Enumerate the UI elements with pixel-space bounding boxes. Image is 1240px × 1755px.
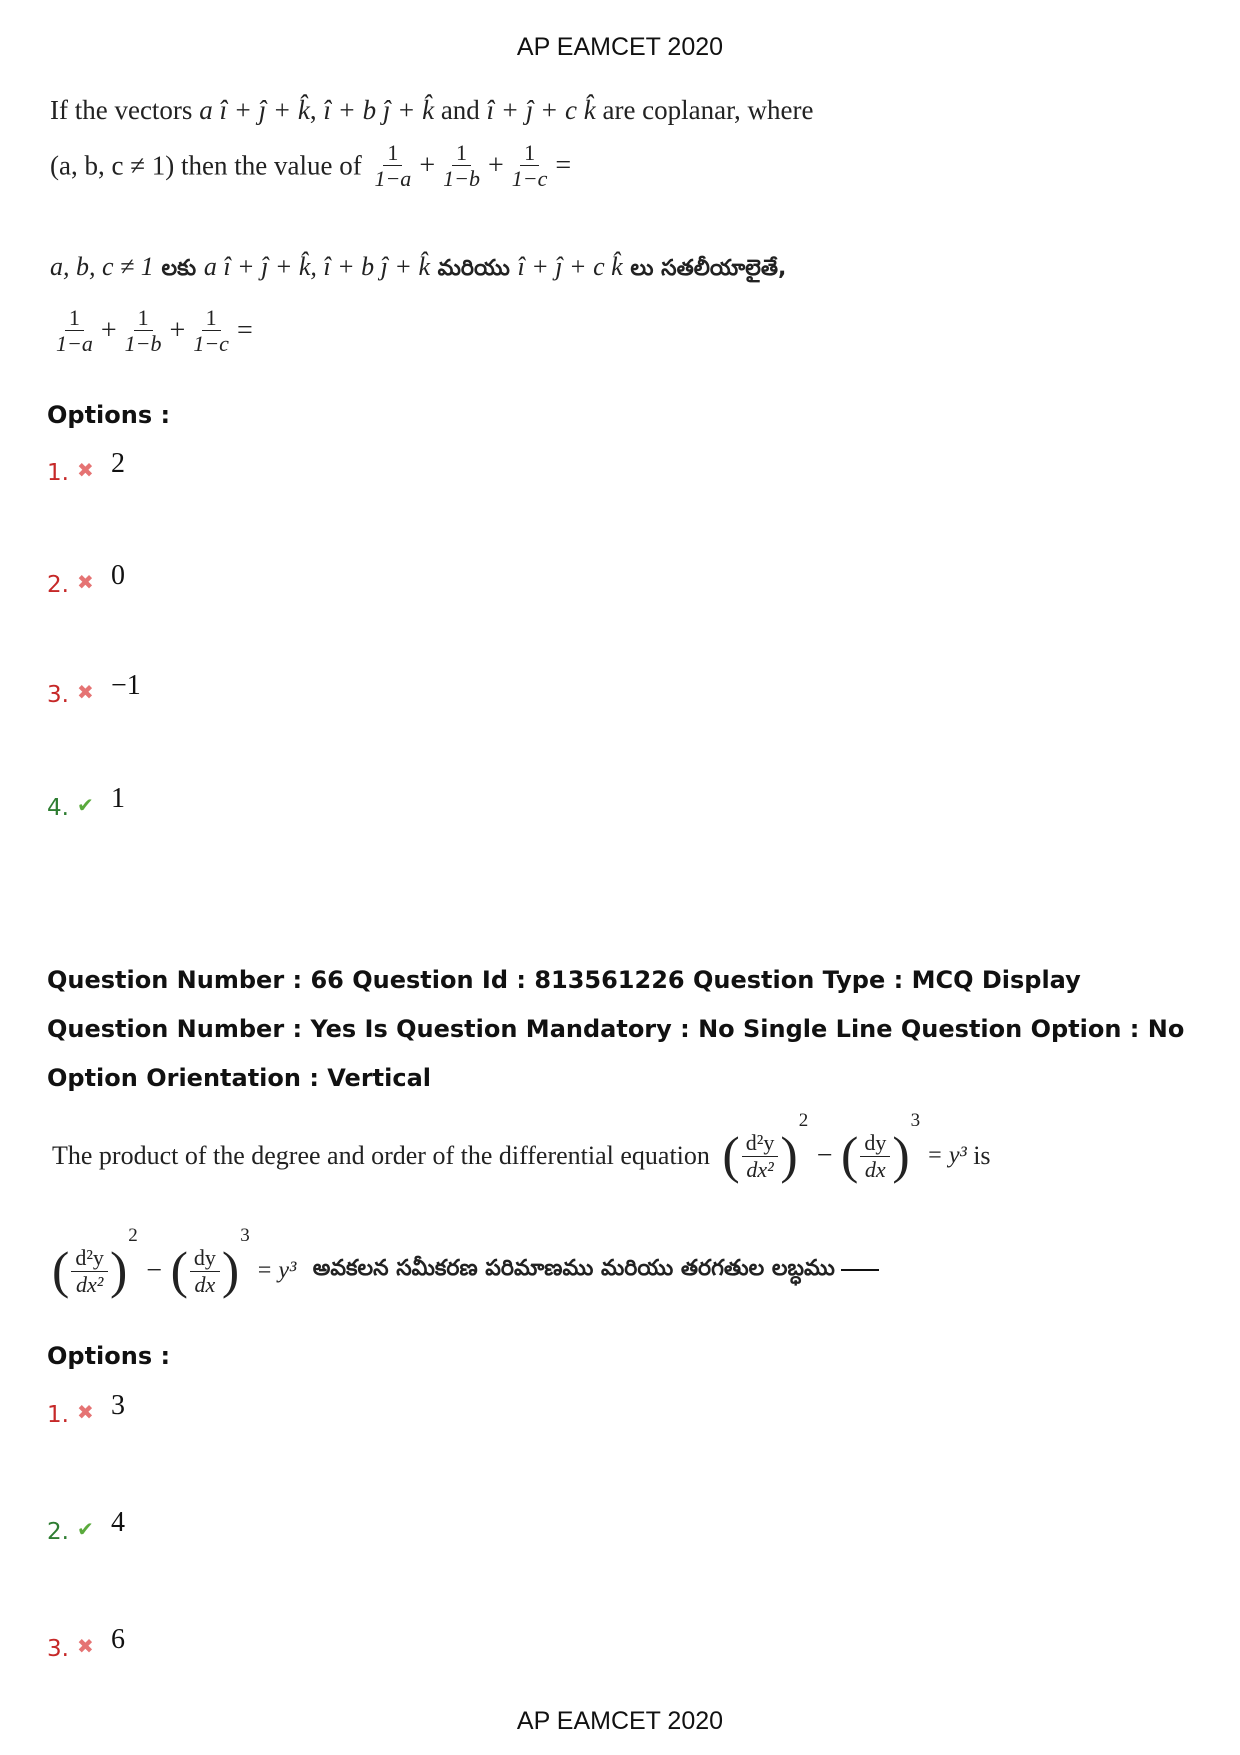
- q1-tel-vector-3: î + ĵ + c k̂: [517, 252, 623, 281]
- cross-icon: ✖: [77, 680, 94, 704]
- q1-text-prefix: If the vectors: [50, 95, 200, 125]
- q1-vector-3: î + ĵ + c k̂: [486, 95, 596, 125]
- q1-tel-word-laku: లకు: [153, 256, 204, 281]
- option-number: 4.: [47, 795, 69, 821]
- option-value: 0: [111, 560, 125, 591]
- q1-tel-fraction-c: $\frac{1}{1-c}$: [193, 305, 229, 357]
- q2-option-1[interactable]: [47, 1390, 125, 1430]
- q1-tel-fraction-b: $\frac{1}{1-b}$: [124, 305, 162, 357]
- q2-english-line: [52, 1110, 991, 1186]
- option-value: 4: [111, 1507, 125, 1538]
- q1-option-2[interactable]: [47, 560, 125, 600]
- option-number: 1.: [47, 460, 69, 486]
- cross-icon: ✖: [77, 1634, 94, 1658]
- option-value: 3: [111, 1390, 125, 1421]
- q2-telugu-line: [52, 1225, 879, 1301]
- q2-tel-equation: ( $\frac{\text{d²y}}{\text{dx²}}$ )$^2$ − ( $\frac{dy}{dx}$ )$^3$ = y³: [52, 1225, 297, 1300]
- option-number: 1.: [47, 1402, 69, 1428]
- q2-text: The product of the degree and order of the differential equation: [52, 1141, 710, 1171]
- cross-icon: ✖: [77, 1400, 94, 1424]
- option-number: 2.: [47, 1519, 69, 1545]
- q2-option-3[interactable]: [47, 1624, 125, 1664]
- q1-fraction-c: $\frac{1}{1-c}$: [511, 140, 548, 192]
- option-value: −1: [111, 670, 141, 701]
- q2-options-label: Options :: [47, 1342, 171, 1370]
- q2-tel-text: అవకలన సమీకరణ పరిమాణము మరియు తరగతుల లబ్ధము: [312, 1256, 835, 1282]
- q1-vector-1: a î + ĵ + k̂: [199, 95, 310, 125]
- option-value: 2: [111, 448, 125, 479]
- page-footer: AP EAMCET 2020: [516, 1707, 724, 1735]
- q1-option-4[interactable]: [47, 783, 125, 823]
- q1-condition-text: (a, b, c ≠ 1) then the value of: [50, 150, 362, 181]
- plus-sign: +: [100, 314, 117, 346]
- q1-english-line2: [50, 140, 573, 192]
- equals-sign: =: [555, 149, 572, 181]
- q1-tel-word-mariyu: మరియు: [429, 256, 518, 281]
- q1-telugu-line2: [50, 305, 255, 357]
- plus-sign: +: [419, 149, 436, 181]
- option-number: 3.: [47, 682, 69, 708]
- plus-sign: +: [169, 314, 186, 346]
- q2-is: is: [966, 1141, 991, 1171]
- answer-blank: [841, 1269, 879, 1271]
- q1-tel-condition: a, b, c ≠ 1: [50, 252, 154, 281]
- q1-vector-2: î + b ĵ + k̂: [323, 95, 435, 125]
- q1-fraction-a: $\frac{1}{1-a}$: [374, 140, 412, 192]
- q1-fraction-b: $\frac{1}{1-b}$: [443, 140, 480, 192]
- q1-option-1[interactable]: [47, 448, 125, 488]
- q2-meta-info: Question Number : 66 Question Id : 813561226 Question Type : MCQ Display Question Number : Yes Is Question Mandatory : No Single Line Question Option : No Option Orientation : Vertical: [47, 966, 1185, 1092]
- check-icon: ✔: [77, 1517, 94, 1541]
- page-header: AP EAMCET 2020: [516, 33, 724, 61]
- q1-options-label: Options :: [47, 401, 171, 429]
- q1-option-3[interactable]: [47, 670, 141, 710]
- check-icon: ✔: [77, 793, 94, 817]
- cross-icon: ✖: [77, 458, 94, 482]
- cross-icon: ✖: [77, 570, 94, 594]
- q1-tel-fraction-a: $\frac{1}{1-a}$: [56, 305, 93, 357]
- q2-equation: ( $\frac{\text{d²y}}{\text{dx²}}$ )$^2$ − ( $\frac{dy}{dx}$ )$^3$ = y³: [722, 1110, 967, 1185]
- q1-tel-vector-1: a î + ĵ + k̂,: [203, 252, 324, 281]
- option-value: 1: [111, 783, 125, 814]
- option-number: 2.: [47, 572, 69, 598]
- q1-separator: ,: [309, 95, 324, 125]
- plus-sign: +: [487, 149, 504, 181]
- option-number: 3.: [47, 1636, 69, 1662]
- equals-sign: =: [236, 314, 253, 346]
- q2-option-2[interactable]: [47, 1507, 125, 1547]
- option-value: 6: [111, 1624, 125, 1655]
- q1-tel-word-suffix: లు సతలీయాలైతే,: [622, 256, 787, 281]
- q1-text-suffix: are coplanar, where: [595, 95, 814, 125]
- q1-tel-vector-2: î + b ĵ + k̂: [323, 252, 430, 281]
- q1-english-line1: [50, 95, 814, 126]
- q1-and: and: [434, 95, 487, 125]
- q1-telugu-line1: [50, 252, 786, 286]
